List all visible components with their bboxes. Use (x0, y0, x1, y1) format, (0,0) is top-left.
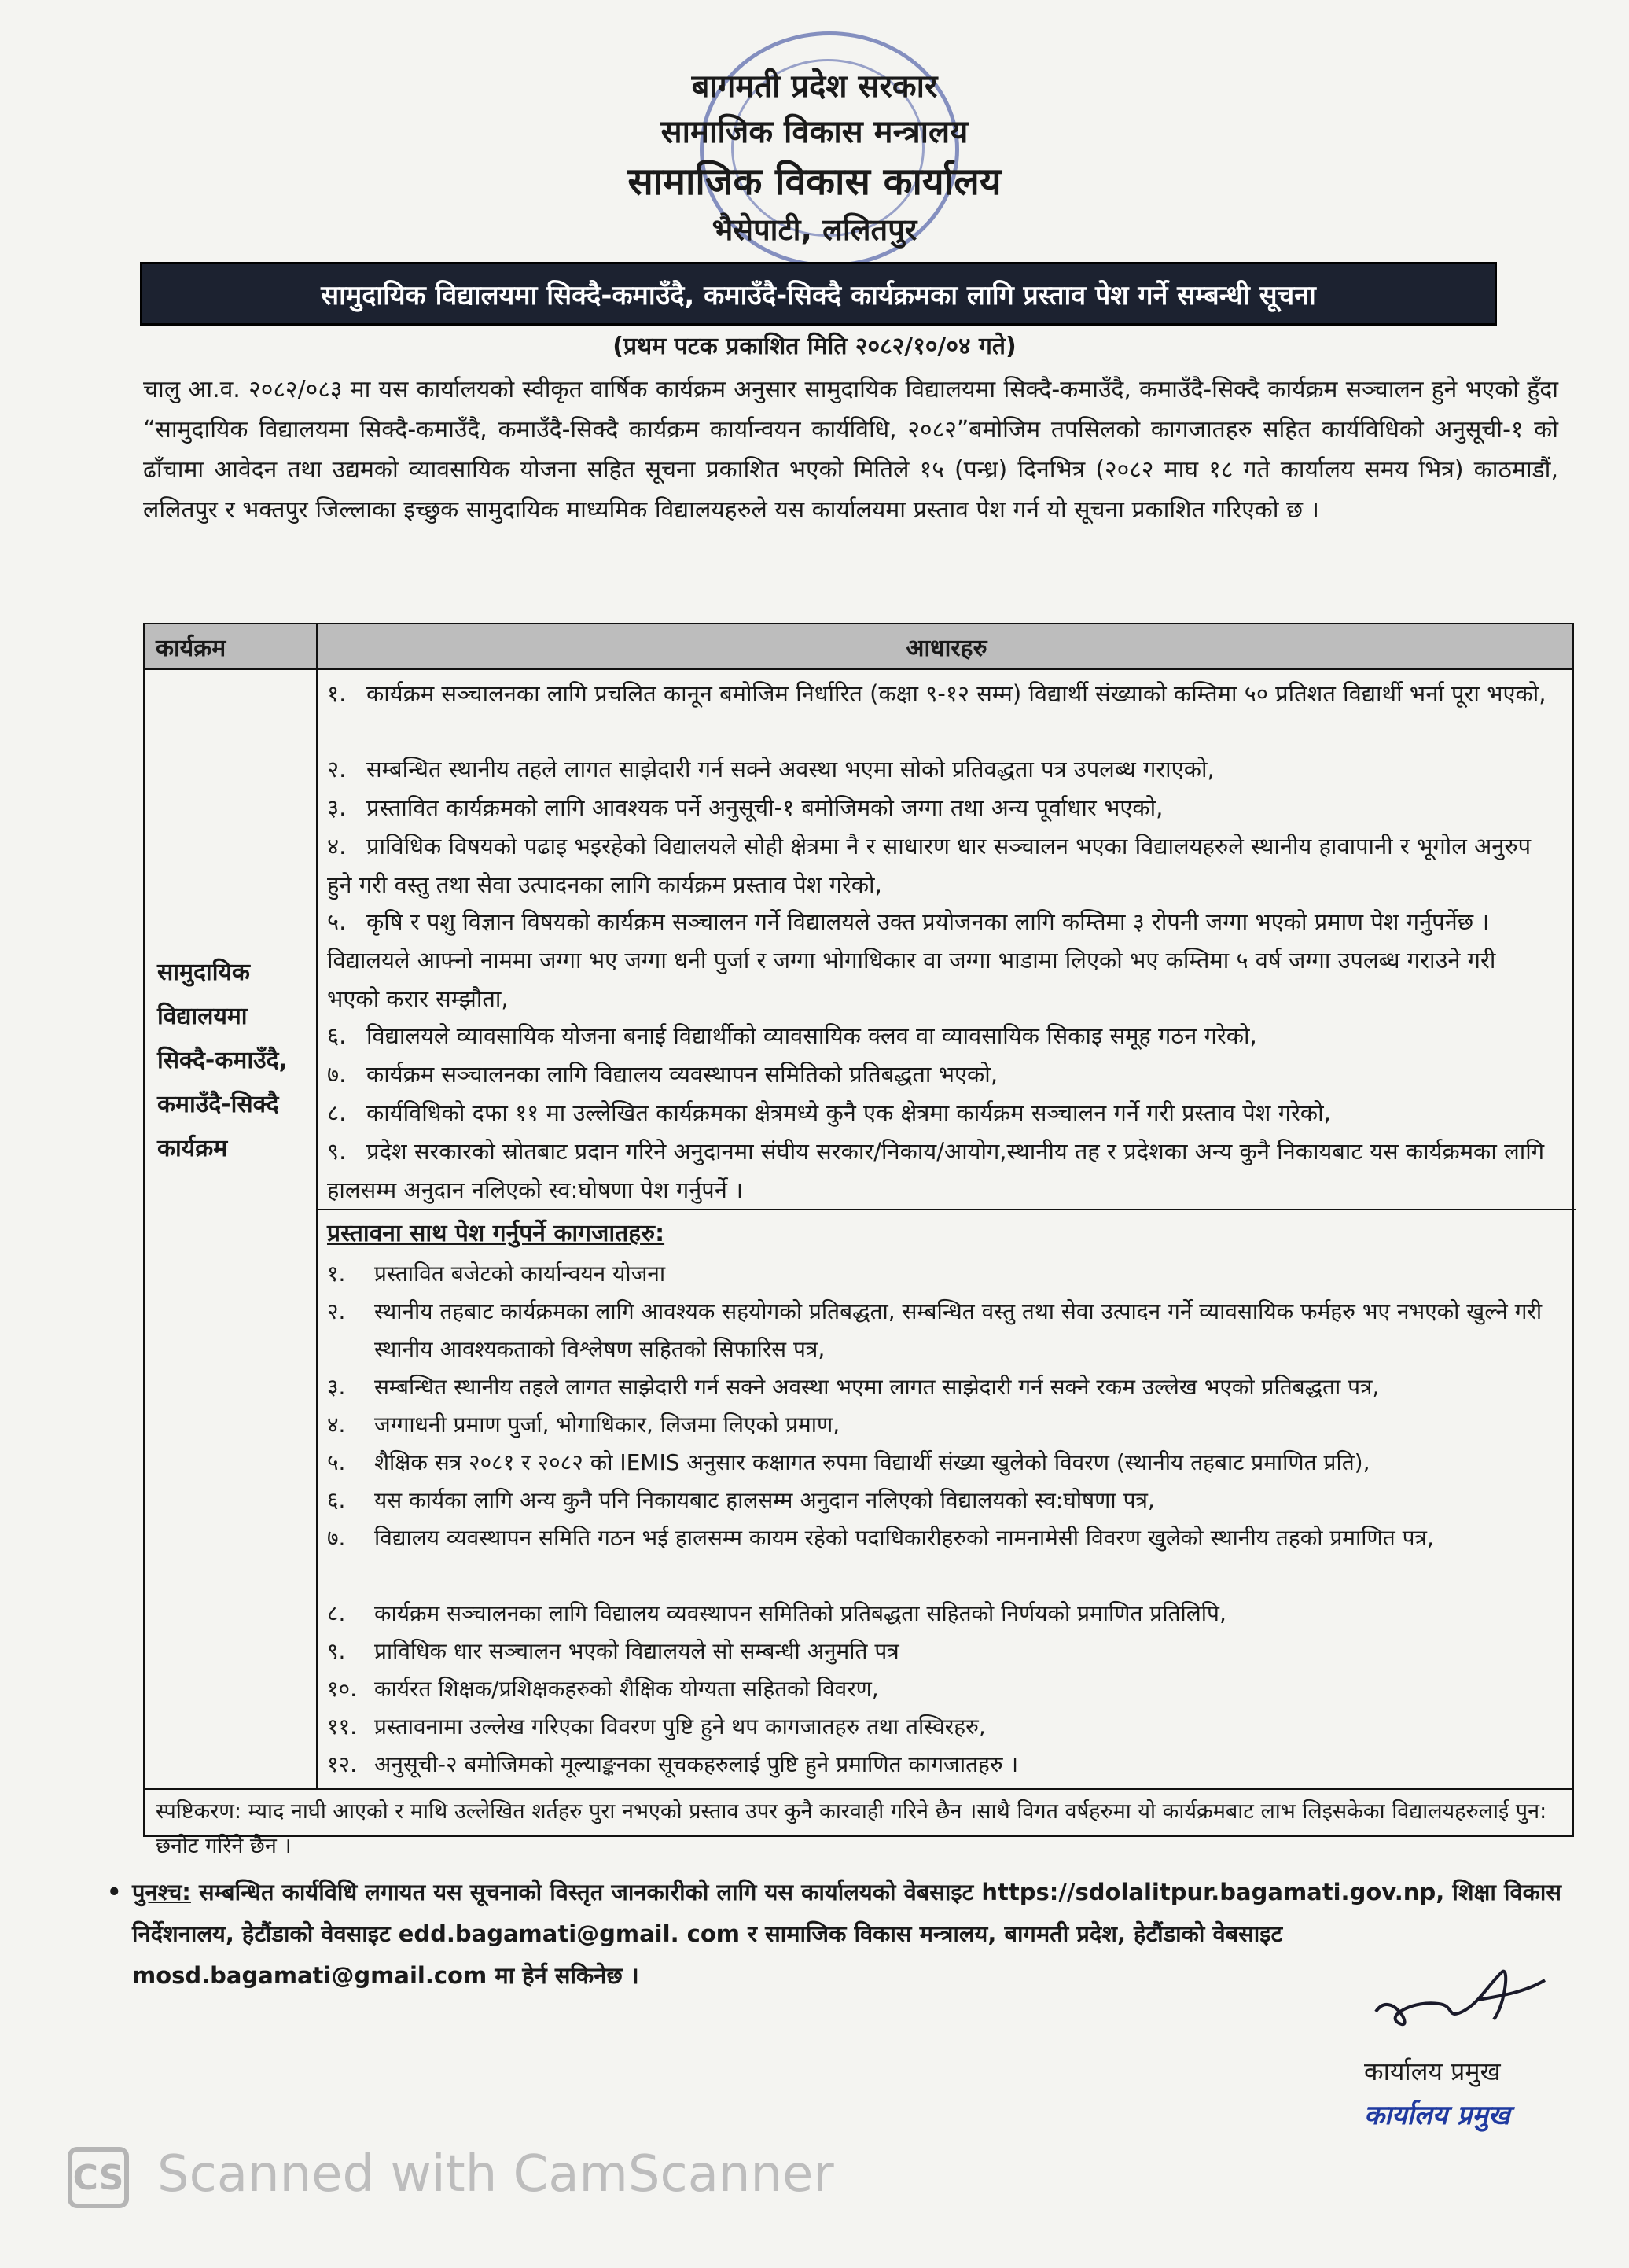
criteria-item: ७. कार्यक्रम सञ्चालनका लागि विद्यालय व्यवस्थापन समितिको प्रतिबद्धता भएको, (327, 1061, 998, 1088)
document-item: ११. प्रस्तावनामा उल्लेख गरिएका विवरण पुष्टि हुने थप कागजातहरु तथा तस्विरहरु, (327, 1714, 986, 1740)
criteria-item: १. कार्यक्रम सञ्चालनका लागि प्रचलित कानून बमोजिम निर्धारित (कक्षा ९-१२ सम्म) विद्यार्थी संख्याको कम्तिमा ५० प्रतिशत विद्यार्थी भर्ना पूरा भएको, (327, 680, 1546, 707)
criteria-item: ३. प्रस्तावित कार्यक्रमको लागि आवश्यक पर्ने अनुसूची-१ बमोजिमको जग्गा तथा अन्य पूर्वाधार भएको, (327, 794, 1164, 821)
document-item: ८. कार्यक्रम सञ्चालनका लागि विद्यालय व्यवस्थापन समितिको प्रतिबद्धता सहितको निर्णयको प्रमाणित प्रतिलिपि, (327, 1600, 1226, 1626)
table-header (145, 624, 1572, 670)
postscript-text-3: र सामाजिक विकास मन्त्रालय, बागमती प्रदेश, हेटौंडाको वेबसाइट (748, 1920, 1283, 1947)
signature-icon (1368, 1957, 1549, 2043)
office-location: भैसेपाटी, ललितपुर (712, 212, 917, 247)
document-item: ४. जग्गाधनी प्रमाण पुर्जा, भोगाधिकार, लिजमा लिएको प्रमाण, (327, 1412, 840, 1438)
criteria-item: ६. विद्यालयले व्यावसायिक योजना बनाई विद्यार्थीको व्यावसायिक क्लव वा व्यावसायिक सिकाइ समूह गठन गरेको, (327, 1022, 1257, 1049)
program-name: सामुदायिक विद्यालयमा सिक्दै-कमाउँदै, कमाउँदै-सिक्दै कार्यक्रम (157, 959, 288, 1162)
column-divider (316, 668, 318, 1788)
postscript-label: पुनश्च: (132, 1879, 191, 1905)
document-item: १. प्रस्तावित बजेटको कार्यान्वयन योजना (327, 1261, 666, 1287)
camscanner-logo-icon: CS (68, 2147, 129, 2208)
document-item: ५. शैक्षिक सत्र २०८१ र २०८२ को IEMIS अनुसार कक्षागत रुपमा विद्यार्थी संख्या खुलेको विवरण (स्थानीय तहबाट प्रमाणित प्रति), (327, 1449, 1370, 1475)
document-item: १२. अनुसूची-२ बमोजिमको मूल्याङ्कनका सूचकहरुलाई पुष्टि हुने प्रमाणित कागजातहरु । (327, 1751, 1019, 1777)
email-link-edd[interactable]: edd.bagamati@gmail. com (398, 1920, 741, 1947)
intro-paragraph: चालु आ.व. २०८२/०८३ मा यस कार्यालयको स्वीकृत वार्षिक कार्यक्रम अनुसार सामुदायिक विद्यालयमा सिक्दै-कमाउँदै, कमाउँदै-सिक्दै कार्यक्रम सञ्चालन हुने भएको हुँदा “सामुदायिक विद्यालयमा सिक्दै-कमाउँदै, कमाउँदै-सिक्दै कार्यक्रम कार्यान्वयन कार्यविधि, २०८२”बमोजिम तपसिलको कागजातहरु सहित कार्यविधिको अनुसूची-१ को ढाँचामा आवेदन तथा उद्यमको व्यावसायिक योजना सहित सूचना प्रकाशित भएको मितिले १५ (पन्ध्र) दिनभित्र (२०८२ माघ १८ गते कार्यालय समय भित्र) काठमाडौं, ललितपुर र भक्तपुर जिल्लाका इच्छुक सामुदायिक माध्यमिक विद्यालयहरुले यस कार्यालयमा प्रस्ताव पेश गर्न यो सूचना प्रकाशित गरिएको छ । (143, 376, 1558, 524)
ministry-name: सामाजिक विकास मन्त्रालय (660, 114, 969, 150)
signer-stamp: कार्यालय प्रमुख (1364, 2100, 1510, 2131)
clarification-note: स्पष्टिकरण: म्याद नाघी आएको र माथि उल्लेखित शर्तहरु पुरा नभएको प्रस्ताव उपर कुनै कारवाही गरिने छैन ।साथै विगत वर्षहरुमा यो कार्यक्रमबाट लाभ लिइसकेका विद्यालयहरुलाई पुन: छनोट गरिने छैन । (156, 1799, 1547, 1858)
office-name: सामाजिक विकास कार्यालय (627, 160, 1002, 204)
camscanner-watermark: Scanned with CamScanner (157, 2145, 834, 2204)
postscript (107, 1872, 1563, 1997)
notice-title: सामुदायिक विद्यालयमा सिक्दै-कमाउँदै, कमाउँदै-सिक्दै कार्यक्रमका लागि प्रस्ताव पेश गर्ने सम्बन्धी सूचना (140, 262, 1497, 326)
document-item: ३. सम्बन्धित स्थानीय तहले लागत साझेदारी गर्न सक्ने अवस्था भएमा लागत साझेदारी गर्न सक्ने रकम उल्लेख भएको प्रतिबद्धता पत्र, (327, 1374, 1380, 1400)
criteria-item: ४. प्राविधिक विषयको पढाइ भइरहेको विद्यालयले सोही क्षेत्रमा नै र साधारण धार सञ्चालन भएका विद्यालयहरुले स्थानीय हावापानी र भूगोल अनुरुप हुने गरी वस्तु तथा सेवा उत्पादनका लागि कार्यक्रम प्रस्ताव पेश गरेको, (327, 833, 1532, 898)
criteria-table (143, 623, 1574, 1858)
note-divider (145, 1788, 1572, 1790)
document-item: ६. यस कार्यका लागि अन्य कुनै पनि निकायबाट हालसम्म अनुदान नलिएको विद्यालयको स्व:घोषणा पत्र, (327, 1487, 1155, 1513)
documents-title: प्रस्तावना साथ पेश गर्नुपर्ने कागजातहरु: (327, 1220, 665, 1247)
document-item: २. स्थानीय तहबाट कार्यक्रमका लागि आवश्यक सहयोगको प्रतिबद्धता, सम्बन्धित वस्तु तथा सेवा उत्पादन गर्ने व्यावसायिक फर्महरु भए नभएको खुल्ने गरी स्थानीय आवश्यकताको विश्लेषण सहितको सिफारिस पत्र, (327, 1298, 1543, 1362)
document-item: १०. कार्यरत शिक्षक/प्रशिक्षकहरुको शैक्षिक योग्यता सहितको विवरण, (327, 1676, 879, 1702)
document-item: ७. विद्यालय व्यवस्थापन समिति गठन भई हालसम्म कायम रहेको पदाधिकारीहरुको नामनामेसी विवरण खुलेको स्थानीय तहको प्रमाणित पत्र, (327, 1525, 1434, 1551)
criteria-item: ५. कृषि र पशु विज्ञान विषयको कार्यक्रम सञ्चालन गर्ने विद्यालयले उक्त प्रयोजनका लागि कम्तिमा ३ रोपनी जग्गा भएको प्रमाण पेश गर्नुपर्नेछ । विद्यालयले आफ्नो नाममा जग्गा भए जग्गा धनी पुर्जा र जग्गा भोगाधिकार वा जग्गा भाडामा लिएको भए कम्तिमा ५ वर्ष जग्गा उपलब्ध गराउने गरी भएको करार सम्झौता, (327, 908, 1496, 1012)
column-header-program: कार्यक्रम (156, 634, 226, 662)
postscript-text-1: सम्बन्धित कार्यविधि लगायत यस सूचनाको विस्तृत जानकारीको लागि यस कार्यालयको वेबसाइट (190, 1879, 974, 1905)
publication-date: (प्रथम पटक प्रकाशित मिति २०८२/१०/०४ गते) (612, 333, 1017, 360)
column-header-basis: आधारहरु (316, 624, 1576, 668)
letterhead (0, 67, 1629, 249)
postscript-text-2: शिक्षा विकास निर्देशनालय, हेटौंडाको वेवसाइट (132, 1879, 1561, 1947)
signer-title: कार्यालय प्रमुख (1364, 2056, 1501, 2086)
criteria-item: ९. प्रदेश सरकारको स्रोतबाट प्रदान गरिने अनुदानमा संघीय सरकार/निकाय/आयोग,स्थानीय तह र प्रदेशका अन्य कुनै निकायबाट यस कार्यक्रमका लागि हालसम्म अनुदान नलिएको स्व:घोषणा पेश गर्नुपर्ने । (327, 1138, 1545, 1203)
email-link-mosd[interactable]: mosd.bagamati@gmail.com (132, 1962, 487, 1989)
bullet-icon: • (107, 1879, 122, 1905)
criteria-item: ८. कार्यविधिको दफा ११ मा उल्लेखित कार्यक्रमका क्षेत्रमध्ये कुनै एक क्षेत्रमा कार्यक्रम सञ्चालन गर्ने गरी प्रस्ताव पेश गरेको, (327, 1099, 1331, 1126)
criteria-item: २. सम्बन्धित स्थानीय तहले लागत साझेदारी गर्न सक्ने अवस्था भएमा सोको प्रतिवद्धता पत्र उपलब्ध गराएको, (327, 756, 1215, 782)
postscript-text-4: मा हेर्न सकिनेछ । (495, 1962, 639, 1989)
document-item: ९. प्राविधिक धार सञ्चालन भएको विद्यालयले सो सम्बन्धी अनुमति पत्र (327, 1638, 899, 1664)
government-name: बागमती प्रदेश सरकार (691, 68, 938, 105)
website-link[interactable]: https://sdolalitpur.bagamati.gov.np, (981, 1879, 1445, 1905)
